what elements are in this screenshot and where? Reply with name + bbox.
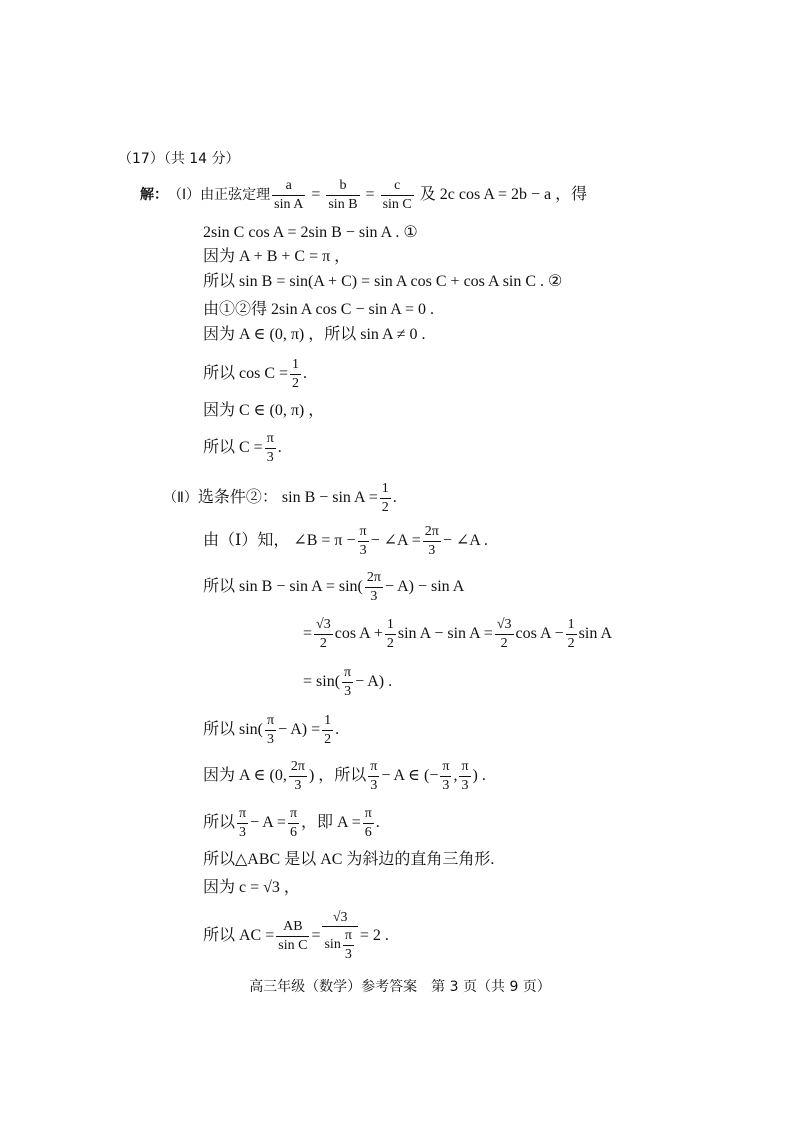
fraction: $\frac{a}{\text{sin A}}$ [274,178,304,212]
fraction: $\frac{\pi}{3}$ [344,665,352,699]
part2-label: （Ⅱ） [163,490,198,506]
part1-line-9: 所以 C = $\frac{\pi}{3}$ . [203,431,282,465]
fraction: $\frac{\pi}{6}$ [364,806,372,840]
fraction: $\frac{\pi}{3}$ [266,431,274,465]
fraction: $\frac{1}{2}$ [292,357,300,391]
part1-line-3: 因为 A + B + C = π ， [203,248,351,265]
part2-line-1: （Ⅱ） 选条件②： sin B − sin A = $\frac{1}{2}$ . [163,481,397,515]
part1-line-1: 解： （Ⅰ） 由正弦定理 $\frac{a}{\text{sin A}}$ = $\frac{b}{\text{sin B}}$ = $\frac{c}{\text{sin C}}$ 及 2c cos A = 2b − a ，得 [140,178,588,212]
part2-line-8: 所以 $\frac{\pi}{3}$ − A = $\frac{\pi}{6}$ ，即 A = $\frac{\pi}{6}$ . [203,806,380,840]
fraction: $\frac{2\pi}{3}$ [366,570,381,604]
fraction: $\frac{2\pi}{3}$ [290,759,305,793]
fraction: $\frac{AB}{\text{sin C}}$ [278,919,308,953]
fraction: $\frac{\pi}{6}$ [289,806,298,840]
fraction: $\frac{1}{2}$ [381,481,389,515]
fraction: $\frac{1}{2}$ [386,617,394,651]
part2-line-10: 因为 c = √3 ， [203,879,300,896]
fraction: $\frac{\pi}{3}$ [344,928,352,962]
part1-line-8: 因为 C ∈ (0, π) ， [203,402,325,419]
fraction: $\frac{c}{\text{sin C}}$ [382,178,412,212]
part2-line-9: 所以△ABC 是以 AC 为斜边的直角三角形. [203,851,495,868]
fraction: $\frac{1}{2}$ [324,713,332,747]
part2-line-6: 所以 sin( $\frac{\pi}{3}$ − A) = $\frac{1}{2}$ . [203,713,340,747]
solution-label: 解： [140,187,168,203]
page-footer: 高三年级（数学）参考答案 第 3 页（共 9 页） [249,979,551,995]
compound-fraction: √3 sin $\frac{\pi}{3}$ [322,910,357,962]
fraction: $\frac{\pi}{3}$ [239,806,247,840]
part1-line-2: 2sin C cos A = 2sin B − sin A . ① [203,224,418,241]
part2-line-4: = $\frac{√3}{2}$ cos A + $\frac{1}{2}$ sin A − sin A = $\frac{√3}{2}$ cos A − $\frac{1}{2}$ sin A [303,617,612,651]
law-of-sines-intro: 由正弦定理 [200,187,271,203]
part1-line-4: 所以 sin B = sin(A + C) = sin A cos C + cos A sin C . ② [203,273,563,290]
fraction: $\frac{\pi}{3}$ [359,524,367,558]
fraction: $\frac{\pi}{3}$ [442,759,450,793]
part2-line-11: 所以 AC = $\frac{AB}{\text{sin C}}$ = √3 sin $\frac{\pi}{3}$ = 2 . [203,909,389,962]
fraction: $\frac{√3}{2}$ [496,617,512,651]
fraction: $\frac{\pi}{3}$ [461,759,469,793]
part2-line-2: 由（Ⅰ）知， ∠B = π − $\frac{\pi}{3}$ − ∠A = $\frac{2\pi}{3}$ − ∠A . [203,524,488,558]
question-header: （17）（共 14 分） [118,151,240,167]
part1-label: （Ⅰ） [168,187,201,203]
fraction: $\frac{1}{2}$ [567,617,575,651]
part2-line-3: 所以 sin B − sin A = sin( $\frac{2\pi}{3}$ − A) − sin A [203,570,465,604]
part2-line-5: = sin( $\frac{\pi}{3}$ − A) . [303,665,393,699]
part1-line-6: 因为 A ∈ (0, π) ，所以 sin A ≠ 0 . [203,326,426,343]
part1-line-5: 由①②得 2sin A cos C − sin A = 0 . [203,301,434,318]
fraction: $\frac{\pi}{3}$ [267,713,275,747]
given-condition: 及 2c cos A = 2b − a ，得 [419,186,588,203]
fraction: $\frac{b}{\text{sin B}}$ [328,178,358,212]
part2-line-7: 因为 A ∈ (0, $\frac{2\pi}{3}$ ) ，所以 $\frac{\pi}{3}$ − A ∈ (− $\frac{\pi}{3}$ , $\frac{\pi}{3}$ ) . [203,759,486,793]
part1-line-7: 所以 cos C = $\frac{1}{2}$ . [203,357,308,391]
fraction: $\frac{2\pi}{3}$ [424,524,439,558]
fraction: $\frac{\pi}{3}$ [370,759,378,793]
fraction: $\frac{√3}{2}$ [316,617,331,651]
